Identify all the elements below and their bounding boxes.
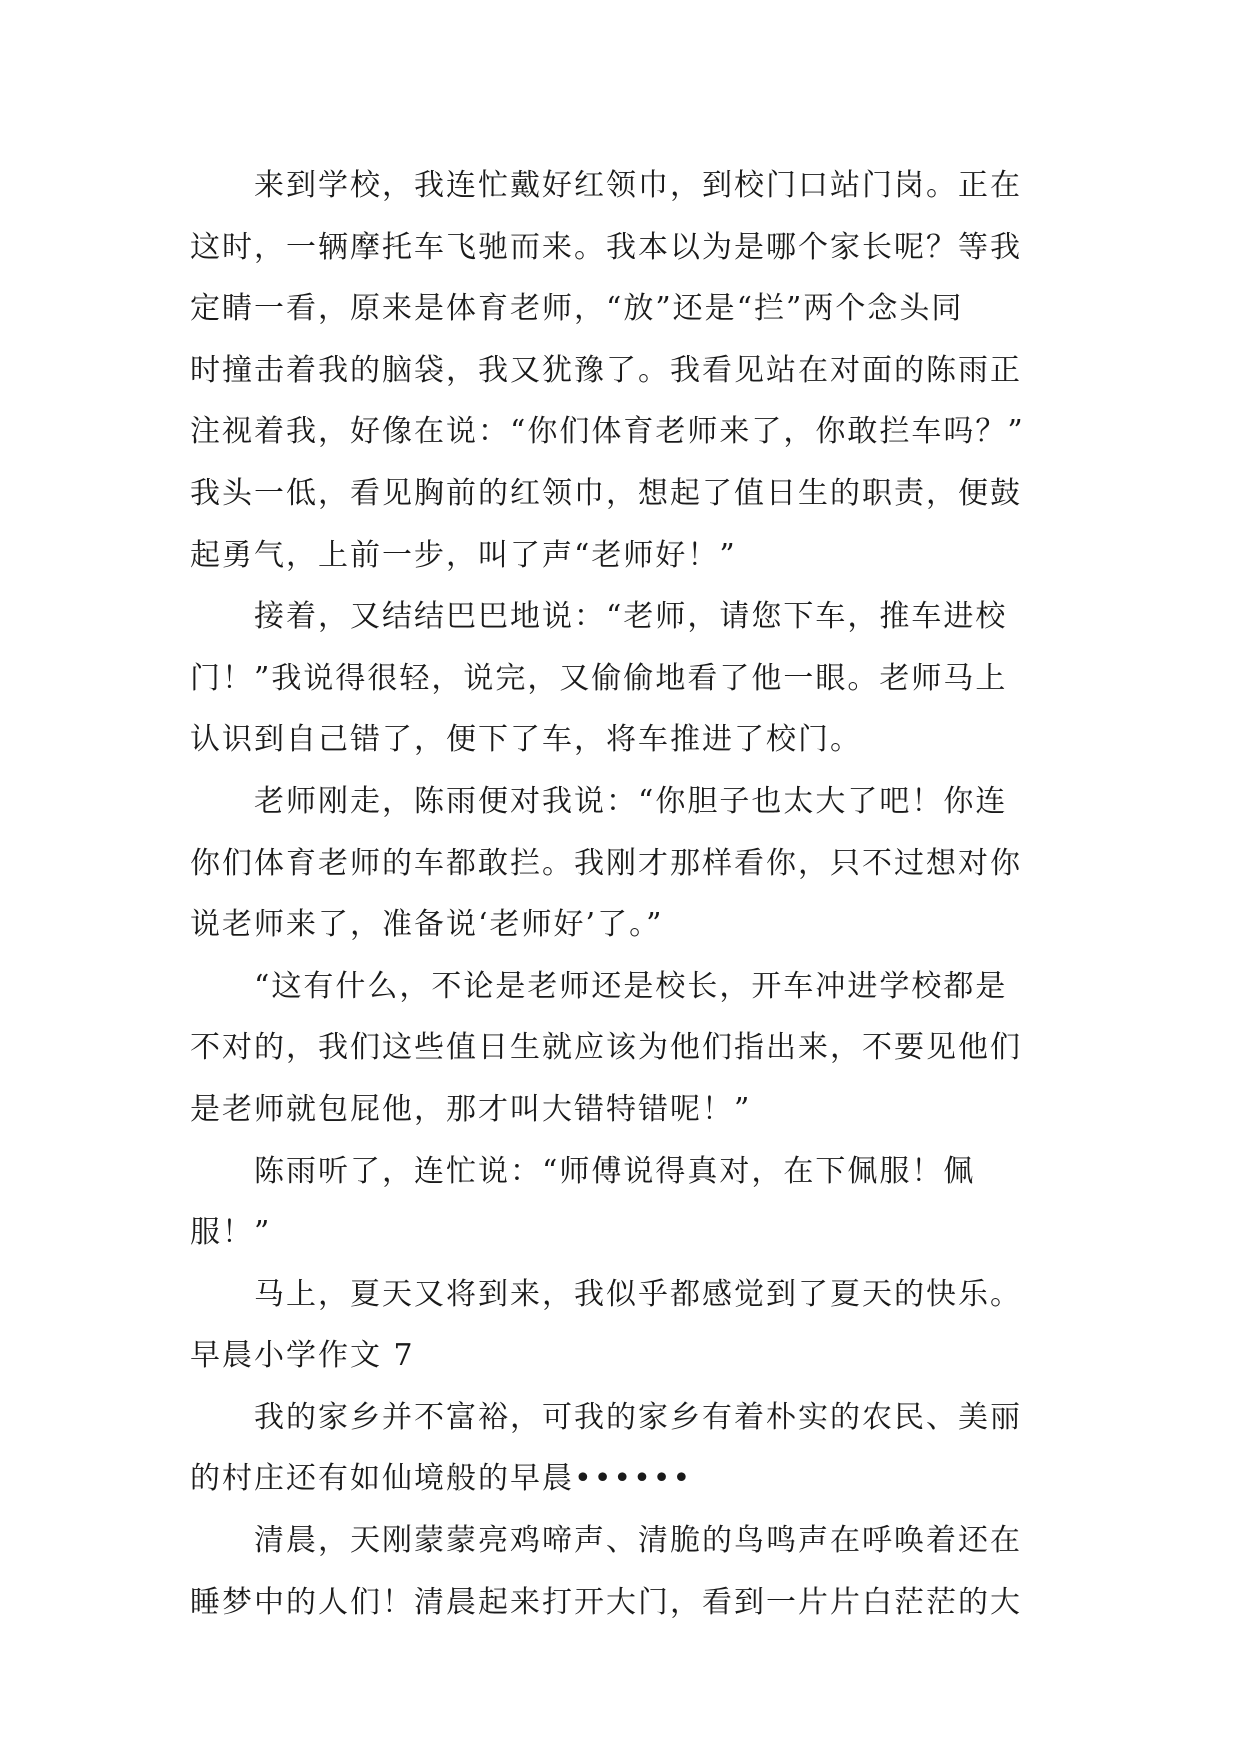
paragraph-start-line: 清晨，天刚蒙蒙亮鸡啼声、清脆的鸟鸣声在呼唤着还在 — [254, 1523, 1022, 1559]
text-line: 这时，一辆摩托车飞驰而来。我本以为是哪个家长呢？等我 — [190, 229, 1022, 265]
text-line: 定睛一看，原来是体育老师，“放”还是“拦”两个念头同 — [190, 291, 964, 327]
text-line: 认识到自己错了，便下了车，将车推进了校门。 — [190, 722, 862, 758]
paragraph-start-line: “这有什么，不论是老师还是校长，开车冲进学校都是 — [254, 968, 1008, 1004]
paragraph-start-line: 接着，又结结巴巴地说：“老师，请您下车，推车进校 — [254, 599, 1008, 635]
paragraph-start-line: 老师刚走，陈雨便对我说：“你胆子也太大了吧！你连 — [254, 783, 1008, 819]
text-line: 起勇气，上前一步，叫了声“老师好！” — [190, 537, 737, 573]
text-line: 门！”我说得很轻，说完，又偷偷地看了他一眼。老师马上 — [190, 660, 1008, 696]
text-line: 睡梦中的人们！清晨起来打开大门，看到一片片白茫茫的大 — [190, 1584, 1022, 1620]
text-line: 服！” — [190, 1215, 272, 1251]
paragraph-start-line: 马上，夏天又将到来，我似乎都感觉到了夏天的快乐。 — [254, 1276, 1022, 1312]
text-line: 说老师来了，准备说‘老师好’了。” — [190, 907, 664, 943]
text-line: 不对的，我们这些值日生就应该为他们指出来，不要见他们 — [190, 1030, 1022, 1066]
text-line: 注视着我，好像在说：“你们体育老师来了，你敢拦车吗？” — [190, 414, 1025, 450]
essay-body — [190, 155, 1050, 1633]
paragraph-start-line: 我的家乡并不富裕，可我的家乡有着朴实的农民、美丽 — [254, 1399, 1022, 1435]
paragraph-start-line: 陈雨听了，连忙说：“师傅说得真对，在下佩服！佩 — [254, 1153, 976, 1189]
paragraph-start-line: 来到学校，我连忙戴好红领巾，到校门口站门岗。正在 — [254, 168, 1022, 203]
text-line: 我头一低，看见胸前的红领巾，想起了值日生的职责，便鼓 — [190, 475, 1022, 511]
text-line: 是老师就包屁他，那才叫大错特错呢！” — [190, 1091, 752, 1127]
text-line: 的村庄还有如仙境般的早晨•••••• — [190, 1461, 693, 1497]
text-line: 早晨小学作文 7 — [190, 1338, 415, 1374]
text-line: 时撞击着我的脑袋，我又犹豫了。我看见站在对面的陈雨正 — [190, 352, 1022, 388]
text-line: 你们体育老师的车都敢拦。我刚才那样看你，只不过想对你 — [190, 845, 1022, 881]
